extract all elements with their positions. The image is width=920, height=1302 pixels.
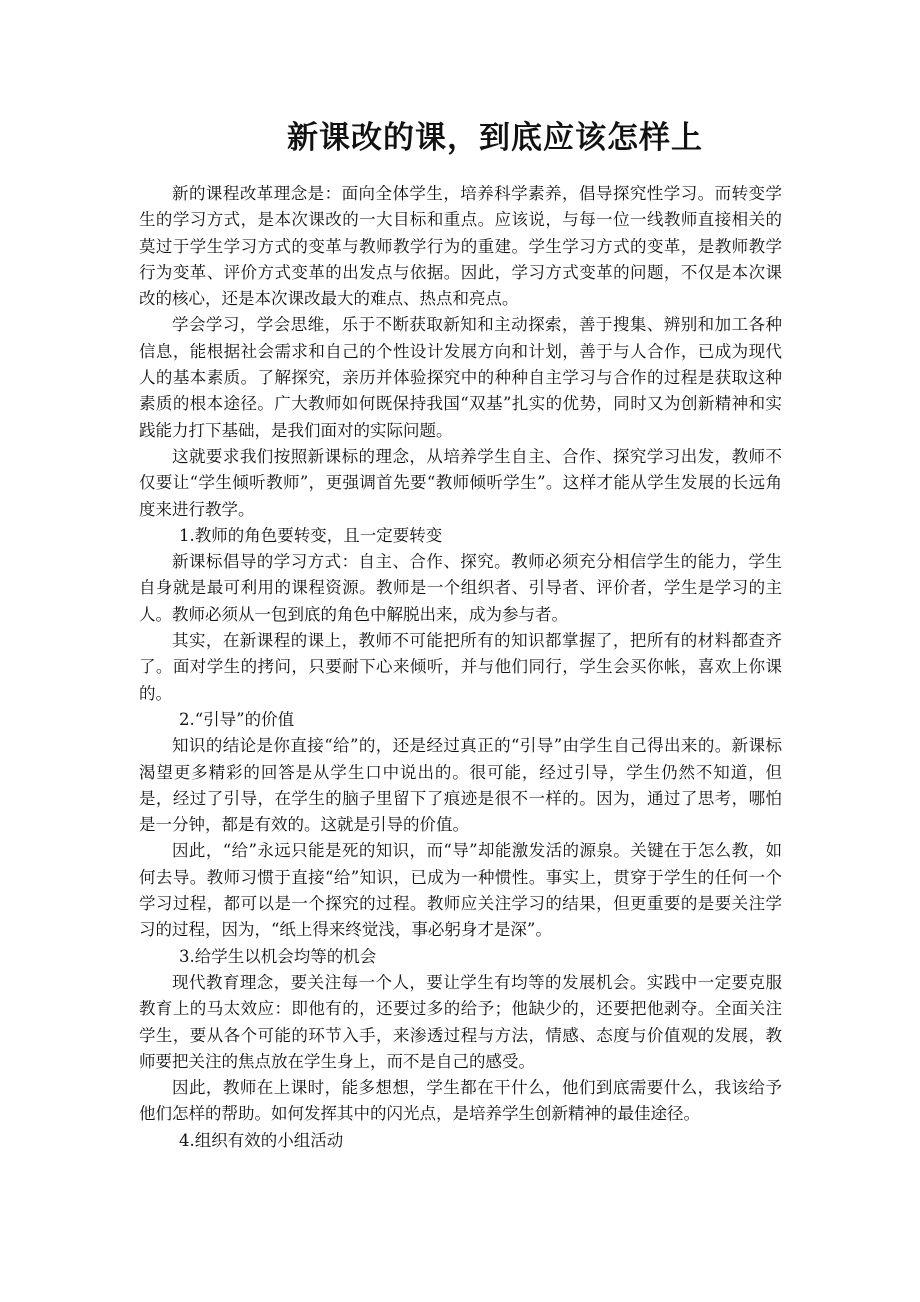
section-heading: 1.教师的角色要转变，且一定要转变: [179, 525, 443, 545]
document-body: [139, 181, 782, 1154]
section-heading: 3.给学生以机会均等的机会: [179, 946, 377, 966]
paragraph: 其实，在新课程的课上，教师不可能把所有的知识都掌握了，把所有的材料都查齐了。面对学生的拷问，只要耐下心来倾听，并与他们同行，学生会买你帐，喜欢上你课的。: [139, 631, 782, 703]
paragraph: 新的课程改革理念是：面向全体学生，培养科学素养，倡导探究性学习。而转变学生的学习方式，是本次课改的一大目标和重点。应该说，与每一位一线教师直接相关的莫过于学生学习方式的变革与教师教学行为的重建。学生学习方式的变革，是教师教学行为变革、评价方式变革的出发点与依据。因此，学习方式变革的问题，不仅是本次课改的核心，还是本次课改最大的难点、热点和亮点。: [139, 184, 782, 309]
section-heading: 2.“引导”的价值: [179, 709, 295, 729]
paragraph: 知识的结论是你直接“给”的，还是经过真正的“引导”由学生自己得出来的。新课标渴望更多精彩的回答是从学生口中说出的。很可能，经过引导，学生仍然不知道，但是，经过了引导，在学生的脑子里留下了痕迹是很不一样的。因为，通过了思考，哪怕是一分钟，都是有效的。这就是引导的价值。: [139, 736, 782, 835]
paragraph: 现代教育理念，要关注每一个人，要让学生有均等的发展机会。实践中一定要克服教育上的马太效应：即他有的，还要过多的给予；他缺少的，还要把他剥夺。全面关注学生，要从各个可能的环节入手，来渗透过程与方法，情感、态度与价值观的发展，教师要把关注的焦点放在学生身上，而不是自己的感受。: [139, 972, 782, 1071]
document-title: 新课改的课，到底应该怎样上: [287, 120, 703, 156]
section-heading: 4.组织有效的小组活动: [179, 1130, 344, 1150]
paragraph: 学会学习，学会思维，乐于不断获取新知和主动探索，善于搜集、辨别和加工各种信息，能根据社会需求和自己的个性设计发展方向和计划，善于与人合作，已成为现代人的基本素质。了解探究，亲历并体验探究中的种种自主学习与合作的过程是获取这种素质的根本途径。广大教师如何既保持我国“双基”扎实的优势，同时又为创新精神和实践能力打下基础，是我们面对的实际问题。: [139, 315, 782, 440]
paragraph: 因此，“给”永远只能是死的知识，而“导”却能激发活的源泉。关键在于怎么教，如何去导。教师习惯于直接“给”知识，已成为一种惯性。事实上，贯穿于学生的任何一个学习过程，都可以是一个探究的过程。教师应关注学习的结果，但更重要的是要关注学习的过程，因为，“纸上得来终觉浅，事必躬身才是深”。: [139, 841, 782, 940]
paragraph: 这就要求我们按照新课标的理念，从培养学生自主、合作、探究学习出发，教师不仅要让“学生倾听教师”，更强调首先要“教师倾听学生”。这样才能从学生发展的长远角度来进行教学。: [139, 446, 782, 519]
paragraph: 因此，教师在上课时，能多想想，学生都在干什么，他们到底需要什么，我该给予他们怎样的帮助。如何发挥其中的闪光点，是培养学生创新精神的最佳途径。: [139, 1078, 782, 1124]
paragraph: 新课标倡导的学习方式：自主、合作、探究。教师必须充分相信学生的能力，学生自身就是最可利用的课程资源。教师是一个组织者、引导者、评价者，学生是学习的主人。教师必须从一包到底的角色中解脱出来，成为参与者。: [139, 552, 782, 624]
